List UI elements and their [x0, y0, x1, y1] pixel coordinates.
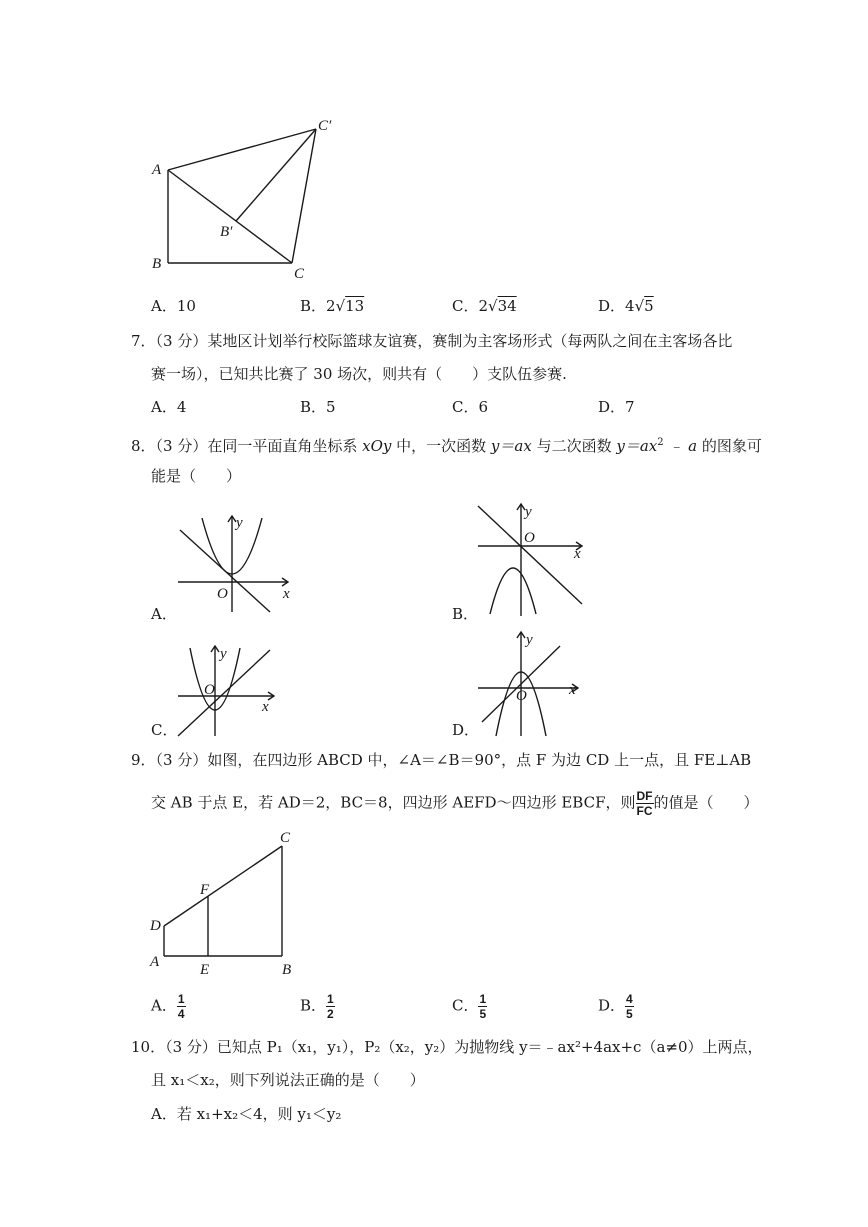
- y-axis-label: y: [525, 504, 532, 520]
- origin-label: O: [516, 688, 527, 704]
- option-key: D．: [598, 996, 626, 1015]
- q8-option-b[interactable]: B．: [452, 605, 479, 623]
- q8-graph-b[interactable]: [470, 500, 600, 620]
- y-axis-label: y: [220, 646, 227, 662]
- option-coef: 2: [478, 297, 489, 315]
- q6-edge-cc-prime: [292, 129, 316, 263]
- option-key: A．: [151, 297, 177, 315]
- q9-option-d[interactable]: [598, 992, 634, 1021]
- q6-edge-bc-prime: [236, 129, 316, 221]
- q8-text: 8．（3 分）在同一平面直角坐标系: [131, 437, 363, 455]
- option-key: A．: [151, 996, 177, 1015]
- numerator: 1: [177, 992, 185, 1006]
- linear-function: [478, 506, 582, 604]
- q6-option-b[interactable]: [300, 296, 364, 316]
- q6-label-b: B: [152, 256, 162, 272]
- q9-option-a[interactable]: [151, 992, 186, 1021]
- option-key: C．: [452, 297, 479, 315]
- radicand: 34: [497, 297, 517, 315]
- option-coef: 4: [625, 297, 635, 315]
- numerator: 1: [479, 992, 487, 1006]
- q8-graph-c[interactable]: [170, 640, 300, 740]
- parabola: [490, 568, 536, 614]
- q9-label-e: E: [200, 962, 210, 978]
- numerator: 4: [626, 992, 633, 1006]
- q6-label-a: A: [152, 162, 162, 178]
- denominator: FC: [636, 804, 653, 818]
- q6-option-d[interactable]: [598, 296, 654, 316]
- q9-label-d: D: [150, 918, 161, 934]
- y-axis-label: y: [526, 632, 533, 648]
- option-fraction: [625, 992, 634, 1021]
- q7-stem-line1: 7．（3 分）某地区计划举行校际篮球友谊赛，赛制为主客场形式（每两队之间在主客场各比: [131, 332, 733, 350]
- q6-figure: [140, 110, 360, 285]
- q10-stem-line1: 10．（3 分）已知点 P₁（x₁，y₁），P₂（x₂，y₂）为抛物线 y＝﹣ax²+4ax+c（a≠0）上两点，: [131, 1038, 763, 1056]
- origin-label: O: [524, 530, 535, 546]
- radicand: 13: [345, 297, 365, 315]
- q8-func-quadratic: y＝ax: [616, 437, 658, 455]
- origin-label: O: [217, 586, 228, 602]
- q8-func-linear: y＝ax: [490, 437, 532, 455]
- q7-stem-line2: 赛一场），已知共比赛了 30 场次，则共有（ ）支队伍参赛.: [151, 365, 567, 383]
- q10-option-a[interactable]: A．若 x₁+x₂＜4，则 y₁＜y₂: [151, 1105, 342, 1123]
- q9-stem-line1: 9．（3 分）如图，在四边形 ABCD 中，∠A＝∠B＝90°，点 F 为边 CD 上一点，且 FE⊥AB: [131, 751, 752, 769]
- q6-option-c[interactable]: [452, 296, 517, 316]
- q8-text: 的图象可: [697, 437, 762, 455]
- q9-label-a: A: [150, 954, 160, 970]
- q8-xoy: xOy: [362, 437, 392, 455]
- linear-function: [178, 650, 270, 736]
- option-key: D．: [598, 297, 626, 315]
- option-key: B．: [300, 996, 327, 1015]
- option-fraction: [326, 992, 335, 1021]
- q8-exponent: 2: [657, 437, 664, 448]
- sqrt-sign: √: [634, 297, 645, 315]
- q8-graph-a[interactable]: [170, 510, 300, 620]
- q6-edge-ac-prime: [168, 129, 316, 170]
- option-coef: 2: [326, 297, 336, 315]
- q9-figure: [140, 826, 310, 981]
- q8-func-quadratic-tail: ﹣ a: [663, 437, 698, 455]
- q7-option-c[interactable]: C．6: [452, 398, 489, 416]
- denominator: 5: [479, 1007, 487, 1021]
- q9-stem-line2: [151, 789, 759, 818]
- option-key: C．: [452, 996, 479, 1015]
- q8-option-c[interactable]: C．: [151, 721, 178, 739]
- q7-option-a[interactable]: A．4: [151, 398, 187, 416]
- x-axis-label: x: [262, 699, 269, 715]
- x-axis-label: x: [569, 682, 576, 698]
- q9-edge-dc: [164, 846, 282, 926]
- q8-option-d[interactable]: D．: [452, 721, 480, 739]
- q6-edge-ac: [168, 170, 292, 263]
- q9-option-c[interactable]: [452, 992, 487, 1021]
- radicand: 5: [644, 297, 654, 315]
- q9-text: 交 AB 于点 E，若 AD＝2，BC＝8，四边形 AEFD～四边形 EBCF，则: [151, 793, 636, 812]
- q8-stem-line1: [131, 433, 762, 456]
- sqrt-sign: √: [488, 297, 498, 315]
- q7-option-d[interactable]: D．7: [598, 398, 635, 416]
- origin-label: O: [204, 682, 215, 698]
- q9-option-b[interactable]: [300, 992, 335, 1021]
- x-axis-label: x: [283, 586, 290, 602]
- sqrt-sign: √: [335, 297, 346, 315]
- q8-stem-line2: 能是（ ）: [151, 467, 242, 485]
- numerator: DF: [636, 789, 653, 803]
- q9-label-b: B: [282, 962, 292, 978]
- q9-label-f: F: [200, 882, 210, 898]
- option-key: B．: [300, 297, 327, 315]
- q6-option-a[interactable]: [151, 296, 196, 316]
- q9-text: 的值是（ ）: [653, 793, 759, 812]
- q9-label-c: C: [280, 830, 291, 846]
- denominator: 5: [626, 1007, 633, 1021]
- option-value: 10: [176, 297, 196, 315]
- q6-label-c-prime: C′: [318, 118, 332, 134]
- x-axis-label: x: [574, 546, 581, 562]
- option-fraction: [177, 992, 186, 1021]
- q8-option-a[interactable]: A．: [151, 605, 177, 623]
- q6-label-b-prime: B′: [220, 224, 233, 240]
- numerator: 1: [327, 992, 334, 1006]
- q9-fraction-df-fc: [636, 789, 654, 818]
- denominator: 4: [177, 1007, 185, 1021]
- q10-stem-line2: 且 x₁＜x₂，则下列说法正确的是（ ）: [151, 1071, 425, 1089]
- q6-label-c: C: [294, 266, 305, 282]
- denominator: 2: [327, 1007, 334, 1021]
- q8-graph-d[interactable]: [470, 626, 600, 740]
- q8-text: 与二次函数: [531, 437, 617, 455]
- q8-text: 中，一次函数: [391, 437, 491, 455]
- y-axis-label: y: [236, 515, 243, 531]
- option-fraction: [478, 992, 487, 1021]
- q7-option-b[interactable]: B．5: [300, 398, 336, 416]
